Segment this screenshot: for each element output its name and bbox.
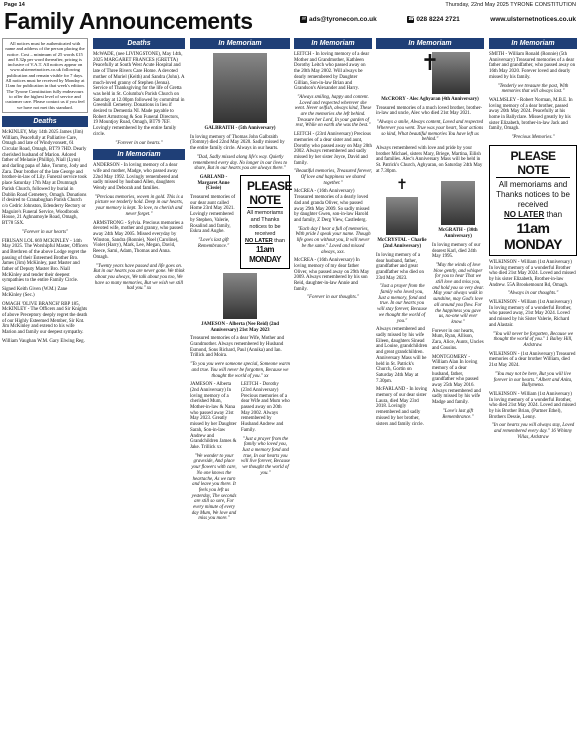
notice-mccrory2: Always remembered with love and pride by your brother Michael, sisters Mary, Briege, Martina, Eilish and families. Alec's Anniversary Mass will be held in St. Patrick's Church, Aghyaran, on Saturday 24th May at 7.30pm. [376,145,483,174]
caption-mcgrath: McGRATH - (30th Anniversary) [438,228,478,240]
email-icon: ✉ [301,16,306,22]
notice-wilkinson2: WILKINSON - William (1st Anniversary) In loving memory of a wonderful Brother, who passed away, 21st May 2024. Loved and missed by his Sister Valerie, Richard and Alastair. [489,300,572,328]
phone-contact[interactable]: ☎ 028 8224 2721 [407,16,460,23]
verse-mccrea2: "Forever in our thoughts." [306,295,359,301]
please-note-line2-2: NO LATER than [503,209,563,219]
email-contact[interactable]: ✉ ads@tyronecon.co.uk [301,16,377,23]
contact-bar [300,16,576,23]
notice-firusan: FIRUSAN LOL 669 MCKINLEY - 14th May 2025. The Worshipful Master, Officers and Brethren of the above Lodge regret the passing of their Esteemed Brother Bro. James (Jim) McKinley, past Master and father of Deputy Master Bro. Niall McKinley and tender their deepest sympathies to the entire Family Circle. [2,238,88,284]
verse-walmsley: "Precious Memories." [511,135,555,141]
caption-mccrory: McCRORY - Alec Aghyaran (4th Anniversary) [381,97,479,102]
notice-walmsley: WALMSLEY - Robert Norman, M.B.E. In loving memory of a dear brother, passed away 20th May 2024. Peacefully at his home in Ballyclare. Missed greatly by his sister Elizabeth, brother-in-law Jack and family, Omagh. [489,97,573,132]
notice-wilkinson1: WILKINSON - William (1st Anniversary) In loving memory of a wonderful Brother who died 21st May 2024. Loved and missed by his sister Elizabeth, Brother-in-law Andrew. 55A Brookemount Rd, Omagh. [489,259,576,288]
verse-jameson: "To you you were someone special, Someone warm and true. You will never be forgotten, Because we thought the world of you." xx [190,362,290,379]
photo-jameson [223,273,257,319]
verse-mccrystal: "Just a prayer from the family who loved you, Just a memory, fond and true. In our hearts you will stay forever, Because we thought the world of you." [377,284,427,324]
photo-mcgrath [441,181,475,225]
please-note-box-2 [489,145,577,256]
page-number: Page 14 [4,2,25,8]
please-note-line1: All memoriams and Thanks notices to be received [246,209,284,237]
notice-anderson: ANDERSON - In loving memory of a dear wife and mother, Madge, who passed away 22nd May 1992. Lovingly remembered and sadly missed by husband Allen, daughters Wendy and Deborah and families. [93,163,179,192]
please-note-time: 11am MONDAY [249,244,281,264]
mcgrath-block [432,177,484,430]
verse-garland: "Love's last gift Remembrance." [197,237,230,249]
notice-mccrystal2: Always remembered and sadly missed by his wife Eileen, daughters Sinead and Louise, grandchildren and great grandchildren. Anniversary Mass will be held in St. Patrick's Church, Gortin on Saturday 24th May at 7.30pm. [376,327,428,384]
mccrystal-mcgrath-row [376,177,484,430]
section-deaths-header-2: Deaths [93,38,185,49]
caption-garland: GARLAND - Margaret Anne (Cissie) [197,174,230,192]
sig-omagh: William Vaughan W.M. Gary Elwing Reg. [2,338,85,344]
section-memoriam-header-4: In Memoriam [294,38,372,49]
notice-mcgrath: In loving memory of our dearest Karl, died 24th May 1995. [432,242,481,260]
column-memoriam-6 [489,38,577,444]
verse-mccrea: "Each day I hear a full of memories, With pride I speak your name. Though life goes on without you, It will never be the same." Loved and missed always, xxx. [295,226,371,255]
verse-armstrong: "Twenty years have passed and life goes on. But in our hearts you are never gone. We think about you always, We talk about you too, We have so many memories, But we wish we still had you." xx [93,263,185,292]
photo-mccrystal [386,197,418,235]
notice-smith: SMITH - William Ronald (Ronnie) (5th Anniversary) Treasured memories of a dear father and grandfather, who passed away on 16th May 2020. Forever loved and dearly missed by his family. [489,52,576,80]
column-deaths-right [93,38,185,295]
notice-montgomery: MONTGOMERY - William Alan In loving memory of a dear husband, father, grandfather who passed away 25th May 2016. Always remembered and sadly missed by his wife Madge and family. [432,354,481,406]
notice-jameson2: JAMESON - Alberta (2nd Anniversary) In loving memory of a cherished Mum, Mother-in-law & Nana who passed away 21st May 2023. Greatly missed by her Daughter Sarah, Son-in-law Andrew and Grandchildren James & Jake. Trillick xx [190,382,237,450]
cross-icon: ✝ [420,50,440,75]
jameson-leitch-row [190,382,290,525]
please-note-box-1 [240,175,293,269]
please-note-heading-2: PLEASE NOTE [496,149,570,178]
notice-wilkinson3: WILKINSON - (1st Anniversary) Treasured memories of a dear brother William, died 21st May 2024. [489,351,576,369]
verse-leitch-d: "Just a prayer from the family who loved you, Just a memory fond and true, In our hearts you will live forever, Because we thought the world of you." [241,436,290,476]
please-note-heading: PLEASE NOTE [247,178,293,207]
notice-mcgrath2: Forever in our hearts, Mum, Ryan, Allison, Zara, Alice, Aunts, Uncles and Cousins. [432,328,484,351]
notice-mcwade: McWADE, (nee LIVINGSTONE), May 14th, 2025 MARGARET FRANCES (GRETTA) Peacefully at South West Acute Hospital and late of Three Rivers Care Home. A devoted mother of Muriel (Keith) and Sandra (John). A much-loved granny of Stephen (Jenna). Service of Thanksgiving for the life of Gretta was held in St. Columba's Parish Church on Saturday at 12.00pm followed by committal in Greenhill Cemetery. Donations in lieu if desired to Dementia NI. Made payable to Robert Armstrong & Son Funeral Directors, 19 Mountjoy Road, Omagh, BT79 7EF. Lovingly remembered by the entire family circle. [93,52,185,137]
verse-anderson: "Precious memories, woven in gold. This is a picture we tenderly hold. Deep in our hearts, your memory is kept. To love, to cherish and never forget." [94,194,184,217]
section-memoriam-header-5: In Memoriam [376,38,484,49]
section-deaths-header: Deaths [2,116,88,127]
leitch-d-notice [241,382,290,525]
notice-leitch: LEITCH - In loving memory of a dear Mother and Grandmother, Kathleen Dorothy Leitch who passed away on the 20th May 2002. Will always be dearly remembered by Daughter Gillian, Son-in-law Brian and Grandson's Alexander and Harry. [294,52,370,92]
notice-garland: Treasured memories of our dear aunt called Home 23rd May 2021. Lovingly remembered by Stephen, Valerie, Rosalind and family, Eskra and Aughe. [190,195,236,235]
notice-omagh: OMAGH 'OLIVE BRANCH' RBP 185, McKINLEY - The Officers and Sir Knights of above Preceptory deeply regret the death of our Highly Esteemed Member, Sir Knt. Jim McKinley and extend to his wife Marion and family our deepest sympathy. [2,301,88,336]
verse-galbraith: "Dad, Sadly missed along life's way. Quietly remembered every day. No longer in our lives to share, But in our hearts you are always there." [192,154,288,172]
sig-firusan: Signed Keith Given (W.M.) Zane McKinley (Sec.) [2,287,68,298]
verse-wilkinson3: "You may not be here, But you will live forever in our hearts." Albert and Anita, Ballymena. [493,371,573,389]
jameson2-notice [190,382,238,525]
notice-mccrystal: In loving memory of a dear husband, father, grandfather and great grandfather who died on 23rd May 2023. [376,252,424,281]
verse-wilkinson2: "You will never be forgotten, Because we thought the world of you." 1 Bailey Hill, Ardstraw. [492,331,574,348]
verse-wilkinson4: "In our hearts you will always stay, Loved and remembered every day." 16 Whinny Villas, Ardstraw [491,423,575,440]
submission-notice: All notices must be authenticated with name and address of the person placing the notice. Cost – minimum of 25 words £15 and 0.32p per word thereafter, pricing is inclusive of V.A.T. All notices appear on www.ulsternetnotices.co.uk following publication and remain visible for 7 days. All notices must be received by Monday at 11am for publication in that week's edition. The Tyrone Constitution fully endeavours to offer the highest level of service and customer care. Please contact us if you feel we have not met this standard. [2,38,88,113]
verse-jameson2: "We wonder to your graveside, And place your flowers with care, No one knows the heartache, As we turn and leave you there. It feels you left us yesterday, The seconds are still so sore, For every minute of every day Mum, We love and miss you more." [191,453,237,522]
notice-jameson: Treasured memories of a dear Wife, Mother and Grandmother. Always remembered by Husband Esmond, Sons Richard, Paul (Annika) and Ian. Trillick and Moira. [190,336,285,359]
caption-jameson: JAMESON - Alberta (Nee Reid) (2nd Anniversary) 21st May 2023 [201,321,279,333]
column-memoriam-4 [294,38,372,304]
please-note-line1-2: All memoriams and Thanks notices to be received [496,179,570,209]
verse-mccrory: "Always a smile, Always content, Loved and respected Wherever you went. True was your heart, Your actions so kind, What beautiful memories You have left us behind." [376,120,484,143]
notice-mccrory: Treasured memories of a much loved brother, brother-in-law and uncle, Alec who died 21st May 2021. [376,105,483,117]
garland-row [190,174,293,269]
verse-montgomery: "Love's last gift Remembrance." [442,408,474,420]
section-memoriam-header-6: In Memoriam [489,38,577,49]
verse-leitch2: "Beautiful memories, Treasured forever, Of love and happiness we shared together." [294,169,372,186]
verse-mckinley: "Forever in our hearts" [21,229,69,235]
notice-armstrong: ARMSTRONG - Sylvia. Precious memories a devoted wife, mother and granny, who passed away 24th May 2005. Missed everyday by Winston, Sandra (Ronnie), Noel (Caroline), Violet (Harry), Mark, Lee, Megan, David, Reece, Sami, Adam, Thomas and Anna. Omagh. [93,220,184,260]
page-title: Family Announcements [4,8,253,34]
notice-mcfarland: McFARLAND - In loving memory of our dear sister Laura, died May 23rd 2018. Lovingly remembered and sadly missed by her brother, sisters and family circle. [376,387,428,427]
column-memoriam-5 [376,38,484,430]
cross-icon-2: ✝ [396,178,408,194]
notice-wilkinson4: WILKINSON - William (1st Anniversary) In loving memory of a wonderful Brother, who died 21st May 2024. Loved and missed by his Brother Brian, (Partner Ethel), Brothers Dessie, Lenny. [489,391,576,420]
section-memoriam-header-2: In Memoriam [93,149,185,160]
date-line: Thursday, 22nd May 2025 TYRONE CONSTITUTION [445,2,576,8]
caption-galbraith: GALBRAITH - (5th Anniversary) [204,126,276,131]
web-contact[interactable]: www.ulsternetnotices.co.uk [490,16,576,23]
verse-wilkinson1: "Always in our thoughts." [507,291,559,297]
column-deaths-left [2,38,88,347]
notice-mckinley: McKINLEY, May 14th 2025 James (Jim) William, Peacefully at Palliative Care, Omagh and late of Windyvonsett, 61 Circular Road, Omagh, BT79 7HD. Dearly cherished husband of Marion. Adored father of Melanie (Phillip), Niall (Lynn) and darling papa of Jake, Tommy, Jody and Zara. Dear brother of the late George and brother-in-law of Lily. Funeral service took place Saturday 17th May at Drumragh Parish Church, followed by burial in Dublin Road Cemetery, Omagh. Donations if desired to Cranaboghan Parish Church c/o Cedric Johnston, Edenderry Rectory or Maguire's Funeral Service, Woodbrook House, 21 Aghnamoyle Road, Omagh, BT78 5SX. [2,129,87,227]
notice-galbraith: In loving memory of Thomas John Galbraith (Tommy) died 22nd May 2020. Sadly missed by the entire family circle. Always in our hearts. [190,134,285,152]
photo-galbraith [213,53,267,123]
notice-mccrea2: McCREA - (16th Anniversary) In loving memory of my dear father Oliver, who passed away on 29th May 2009. Always remembered by his son Reid, daughter-in-law Annie and family. [294,258,370,292]
column-memoriam-3 [190,38,293,525]
phone-icon: ☎ [407,16,414,22]
verse-mcgrath: "May the winds of love blow gently, and whisper for you to hear That we still love and miss you, and hold you so very dear. May your always walk in sunshine, may God's love all around you flow. For the happiness you gave us, no-one will ever know." [432,262,484,325]
verse-smith: "Tenderly we treasure the past, With memories that will always last." [497,83,569,95]
section-memoriam-header-3: In Memoriam [190,38,290,49]
verse-leitch: "Always smiling, happy and content. Loved and respected wherever she went. Never selfish, always kind, These are the memories she left behind. Treasure her Lord, In your garden of rest, While on earth she was the best." [294,94,372,129]
please-note-time-2: 11am MONDAY [504,219,562,252]
mccrystal-block [376,177,428,430]
caption-mccrystal: McCRYSTAL - Charlie (2nd Anniversary) [377,238,427,250]
notice-leitch2: LEITCH - (23rd Anniversary) Precious memories of a dear sister and aunt, Dorothy who passed away on May 20th 2002. Always remembered and sadly missed by her sister Joyce, David and family. [294,132,372,166]
verse-mcwade: "Forever in our hearts." [115,140,163,146]
notice-leitch-d: LEITCH - Dorothy (23rd Anniversary) Precious memories of a dear Wife and Mum who passed away on 20th May 2002. Always remembered by Husband Andrew and Family. [241,382,290,433]
notice-mccrea: McCREA - (16th Anniversary) Treasured memories of a dearly loved dad and granda Oliver, who passed away 29th May 2009. So sadly missed by daughter Gwen, son-in-law Harold and family, Z Derg View, Castlederg. [294,189,370,223]
garland-notice [190,175,237,269]
please-note-line2: NO LATER than [245,237,285,244]
